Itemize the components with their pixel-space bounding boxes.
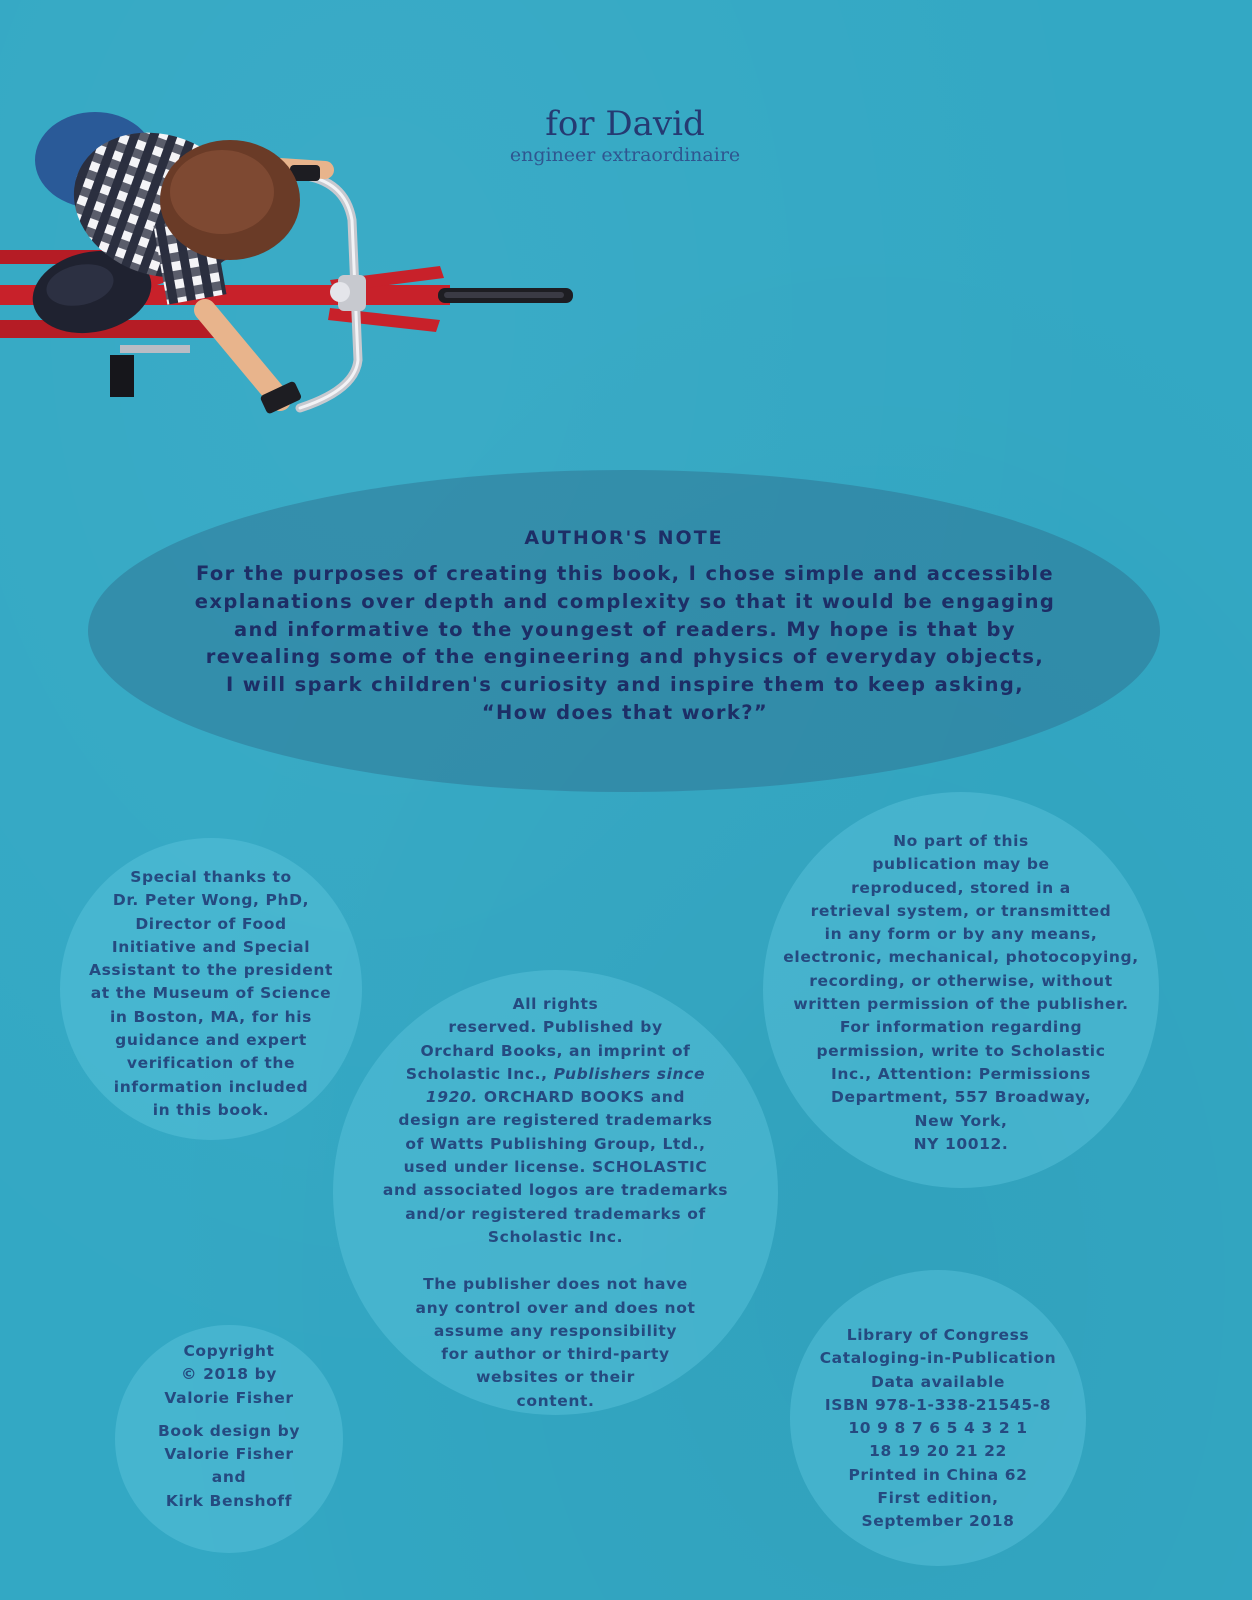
dedication-name: for David	[545, 104, 705, 144]
thanks-line: at the Museum of Science	[90, 984, 332, 1003]
catalog-line: Printed in China 62	[848, 1465, 1028, 1484]
thanks-line: Dr. Peter Wong, PhD,	[112, 891, 310, 910]
permissions-line: New York,	[914, 1111, 1008, 1130]
rights-text-fragment: ORCHARD BOOKS and	[477, 1088, 686, 1107]
rights-line: and associated logos are trademarks	[382, 1181, 729, 1200]
rights-line: design are registered trademarks	[398, 1111, 713, 1130]
permissions-line: in any form or by any means,	[824, 925, 1098, 944]
catalog-line: Library of Congress	[846, 1326, 1030, 1344]
spacer	[333, 1249, 778, 1273]
spacer	[100, 1410, 358, 1420]
permissions-line: reproduced, stored in a	[851, 878, 1071, 897]
publisher-line: The publisher does not have	[423, 1275, 688, 1294]
catalog-line: September 2018	[861, 1512, 1015, 1531]
rights-text-fragment: Scholastic Inc.,	[405, 1064, 554, 1083]
thanks-line: Assistant to the president	[89, 961, 333, 980]
author-note-line: For the purposes of creating this book, I chose simple and accessible	[195, 562, 1055, 585]
rights-line	[333, 1063, 778, 1086]
permissions-line: retrieval system, or transmitted	[810, 901, 1112, 920]
rights-text	[333, 993, 778, 1413]
thanks-line: information included	[113, 1077, 309, 1096]
publisher-line: websites or their	[476, 1368, 635, 1387]
thanks-line: in Boston, MA, for his	[109, 1007, 312, 1026]
rights-line: Orchard Books, an imprint of	[420, 1041, 691, 1060]
dedication-subtitle: engineer extraordinaire	[509, 144, 741, 166]
author-note-line: explanations over depth and complexity so that it would be engaging	[194, 589, 1056, 613]
author-note-line: I will spark children's curiosity and inspire them to keep asking,	[225, 673, 1025, 697]
thanks-line: Director of Food	[135, 914, 287, 933]
thanks-line: verification of the	[126, 1054, 296, 1073]
design-credit-line: and	[211, 1468, 247, 1487]
permissions-line: Inc., Attention: Permissions	[831, 1064, 1091, 1083]
copyright-line: © 2018 by	[180, 1365, 278, 1384]
rights-line: used under license. SCHOLASTIC	[403, 1158, 708, 1177]
author-note-line: and informative to the youngest of readers. My hope is that by	[233, 617, 1016, 641]
rights-line: All rights	[512, 995, 599, 1013]
thanks-line: in this book.	[152, 1100, 270, 1119]
thanks-line: guidance and expert	[115, 1031, 307, 1050]
thanks-text	[60, 866, 362, 1122]
permissions-line: permission, write to Scholastic	[816, 1041, 1106, 1060]
print-run-line: 10 9 8 7 6 5 4 3 2 1	[848, 1419, 1028, 1438]
rights-line: Scholastic Inc.	[487, 1227, 624, 1246]
rights-line	[333, 1086, 778, 1109]
author-note-line: revealing some of the engineering and physics of everyday objects,	[205, 645, 1045, 669]
catalog-line: First edition,	[877, 1489, 999, 1508]
publisher-line: for author or third-party	[441, 1345, 670, 1364]
copyright-text	[100, 1340, 358, 1513]
catalog-text	[780, 1324, 1096, 1534]
permissions-line: No part of this	[893, 832, 1029, 850]
permissions-text	[743, 830, 1179, 1156]
author-note-title: AUTHOR'S NOTE	[524, 527, 724, 549]
copyright-line: Copyright	[183, 1342, 275, 1360]
permissions-line: recording, or otherwise, without	[809, 971, 1113, 990]
thanks-line: Special thanks to	[130, 868, 292, 886]
permissions-line: Department, 557 Broadway,	[831, 1088, 1091, 1107]
dedication	[420, 104, 830, 166]
isbn-line: ISBN 978-1-338-21545-8	[824, 1395, 1052, 1414]
publisher-line: assume any responsibility	[433, 1321, 678, 1340]
design-credit-line: Book design by	[157, 1421, 301, 1440]
publisher-line: any control over and does not	[415, 1298, 696, 1317]
author-note-line: “How does that work?”	[481, 700, 769, 724]
rights-italic-fragment: 1920.	[425, 1088, 478, 1107]
copyright-line: Valorie Fisher	[164, 1388, 294, 1407]
rights-italic-fragment: Publishers since	[553, 1064, 706, 1083]
permissions-line: publication may be	[872, 855, 1050, 874]
catalog-line: Cataloging-in-Publication	[819, 1349, 1057, 1368]
rights-line: of Watts Publishing Group, Ltd.,	[405, 1134, 706, 1153]
publisher-line: content.	[516, 1391, 595, 1410]
design-credit-line: Valorie Fisher	[164, 1445, 294, 1464]
permissions-line: written permission of the publisher.	[793, 995, 1129, 1014]
catalog-line: Data available	[870, 1372, 1006, 1391]
author-note-body	[150, 560, 1100, 727]
design-credit-line: Kirk Benshoff	[165, 1491, 293, 1510]
permissions-line: electronic, mechanical, photocopying,	[783, 948, 1139, 967]
rights-line: reserved. Published by	[448, 1018, 663, 1037]
print-year-line: 18 19 20 21 22	[869, 1442, 1007, 1461]
rights-line: and/or registered trademarks of	[405, 1204, 706, 1223]
permissions-line: NY 10012.	[913, 1134, 1009, 1153]
permissions-line: For information regarding	[839, 1018, 1083, 1037]
thanks-line: Initiative and Special	[111, 937, 311, 956]
